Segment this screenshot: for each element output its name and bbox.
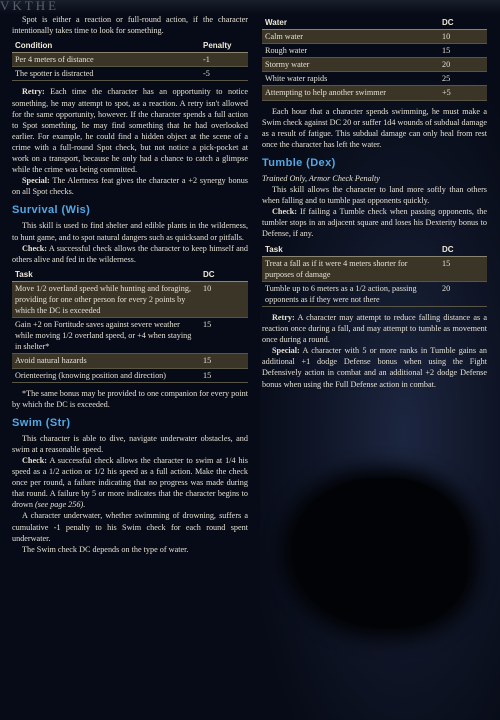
spot-intro: Spot is either a reaction or full-round action, if the character intentionally takes time to look for something. xyxy=(12,15,248,36)
swim-heading: Swim (Str) xyxy=(12,416,71,429)
table-row xyxy=(262,30,487,44)
table-header-task: Task xyxy=(262,243,439,257)
table-cell-value: 20 xyxy=(439,58,487,72)
table-cell-label: White water rapids xyxy=(262,72,439,86)
table-cell-label: Move 1/2 overland speed while hunting and foraging, providing for one other person for every 2 points by which the DC is exceeded xyxy=(12,281,200,317)
tumble-check-paragraph xyxy=(262,206,487,239)
table-row xyxy=(12,67,248,81)
survival-footnote: *The same bonus may be provided to one companion for every point by which the DC is exceeded. xyxy=(12,388,248,409)
tumble-retry-paragraph xyxy=(262,312,487,345)
table-cell-value: 10 xyxy=(200,281,248,317)
special-label: Special: xyxy=(272,346,300,356)
table-cell-label: Rough water xyxy=(262,44,439,58)
spot-retry-paragraph xyxy=(12,86,248,175)
table-row xyxy=(12,354,248,368)
tumble-special-paragraph xyxy=(262,345,487,389)
survival-check-paragraph xyxy=(12,243,248,265)
retry-label: Retry: xyxy=(22,87,45,97)
table-header-water: Water xyxy=(262,16,439,30)
table-cell-label: The spotter is distracted xyxy=(12,67,200,81)
table-row xyxy=(262,86,487,100)
table-header-dc: DC xyxy=(439,16,487,30)
right-column xyxy=(262,14,487,390)
retry-text: Each time the character has an opportunity to notice something, he may attempt to spot, as a reaction. A retry isn't allowed for the same opportunity, however. If the character spends a full action to Spot something, he may find something that he had overlooked earlier. For example, he could find a hidden object at the scene of a crime with a full-round Spot check, but not notice a pick-pocket at work on a transport, because he only had a chance to catch a glimpse while the crime was being committed. xyxy=(12,87,248,175)
table-header-task: Task xyxy=(12,268,200,282)
table-header-row xyxy=(262,16,487,30)
swim-check-paragraph xyxy=(12,455,248,510)
table-header-row xyxy=(262,243,487,257)
table-cell-value: -1 xyxy=(200,53,248,67)
table-row xyxy=(262,72,487,86)
spot-special-paragraph xyxy=(12,175,248,197)
table-cell-value: 15 xyxy=(200,354,248,368)
table-cell-value: 15 xyxy=(439,256,487,281)
swim-description: This character is able to dive, navigate underwater obstacles, and swim at a reasonable speed. xyxy=(12,433,248,454)
table-row xyxy=(262,44,487,58)
retry-text: A character may attempt to reduce falling distance as a reaction once during a fall, and may attempt to tumble as movement once during a round. xyxy=(262,312,487,345)
table-cell-label: Attempting to help another swimmer xyxy=(262,86,439,100)
check-text: A successful check allows the character to keep himself and others alive and fed in the wilderness. xyxy=(12,243,248,264)
swim-dc-line: The Swim check DC depends on the type of water. xyxy=(22,544,189,554)
table-header-dc: DC xyxy=(200,268,248,282)
table-header-row xyxy=(12,268,248,282)
table-cell-label: Treat a fall as if it were 4 meters shorter for purposes of damage xyxy=(262,256,439,281)
table-cell-value: -5 xyxy=(200,67,248,81)
table-cell-label: Tumble up to 6 meters as a 1/2 action, passing opponents as if they were not there xyxy=(262,281,439,306)
check-text: If failing a Tumble check when passing opponents, the tumbler stops in an adjacent square and loses his Dexterity bonus to Defense, if any. xyxy=(262,207,487,239)
table-cell-label: Orienteering (knowing position and direction) xyxy=(12,368,200,382)
table-cell-label: Calm water xyxy=(262,30,439,44)
survival-heading: Survival (Wis) xyxy=(12,204,91,217)
table-cell-label: Stormy water xyxy=(262,58,439,72)
table-cell-value: 15 xyxy=(200,368,248,382)
table-header-penalty: Penalty xyxy=(200,39,248,53)
special-label: Special: xyxy=(22,176,50,186)
check-label: Check: xyxy=(22,243,48,253)
table-row xyxy=(262,256,487,281)
table-row xyxy=(12,281,248,317)
check-label: Check: xyxy=(22,456,48,465)
spot-condition-table xyxy=(12,39,248,81)
check-label: Check: xyxy=(272,207,298,217)
tumble-task-table xyxy=(262,243,487,307)
special-text: The Alertness feat gives the character a +2 synergy bonus on all Spot checks. xyxy=(12,176,248,197)
table-cell-value: 15 xyxy=(439,44,487,58)
table-cell-label: Avoid natural hazards xyxy=(12,354,200,368)
table-cell-value: 15 xyxy=(200,318,248,354)
ink-blot-decoration xyxy=(292,478,468,628)
swim-hour-paragraph: Each hour that a character spends swimming, he must make a Swim check against DC 20 or suffer 1d4 wounds of subdual damage as a result of fatigue. This subdual damage can only heal from rest once the character has left the water. xyxy=(262,106,487,149)
table-row xyxy=(12,318,248,354)
survival-task-table xyxy=(12,268,248,383)
tumble-description: This skill allows the character to land more softly than others when falling and to tumble past opponents quickly. xyxy=(262,185,487,206)
table-row xyxy=(12,368,248,382)
page-header-decoration: VKTHE xyxy=(0,0,500,14)
table-cell-value: 20 xyxy=(439,281,487,306)
table-header-dc: DC xyxy=(439,243,487,257)
check-end: . xyxy=(83,500,86,510)
table-cell-label: Per 4 meters of distance xyxy=(12,53,200,67)
table-cell-label: Gain +2 on Fortitude saves against severe weather while moving 1/2 overland speed, or +4 when staying in shelter* xyxy=(12,318,200,354)
table-row xyxy=(262,281,487,306)
water-dc-table xyxy=(262,16,487,101)
check-text: A successful check allows the character to swim at 1/4 his speed as a 1/2 action or 1/2 his speed as a full action. Make the check once per round, a failure indicating that no progress was made during that round. A failure by 5 or more indicates that the character begins to drown xyxy=(12,456,248,510)
tumble-subheading: Trained Only, Armor Check Penalty xyxy=(262,173,380,183)
survival-description: This skill is used to find shelter and edible plants in the wilderness, to hunt game, and to spot natural dangers such as quicksand or pitfalls. xyxy=(12,221,248,242)
table-cell-value: 25 xyxy=(439,72,487,86)
table-header-condition: Condition xyxy=(12,39,200,53)
left-column xyxy=(12,14,248,555)
page-reference: (see page 256) xyxy=(34,500,84,510)
table-cell-value: +5 xyxy=(439,86,487,100)
table-header-row xyxy=(12,39,248,53)
table-row xyxy=(262,58,487,72)
table-cell-value: 10 xyxy=(439,30,487,44)
table-row xyxy=(12,53,248,67)
special-text: A character with 5 or more ranks in Tumble gains an additional +1 dodge Defense bonus when using the Fight Defensively action in combat and an additional +2 dodge Defense bonus when using the Full Defense action in combat. xyxy=(262,346,487,389)
tumble-heading: Tumble (Dex) xyxy=(262,156,336,169)
swim-underwater-paragraph: A character underwater, whether swimming of drowning, suffers a cumulative -1 penalty to his Swim check for each round spent underwater. xyxy=(12,511,248,543)
retry-label: Retry: xyxy=(272,312,295,322)
